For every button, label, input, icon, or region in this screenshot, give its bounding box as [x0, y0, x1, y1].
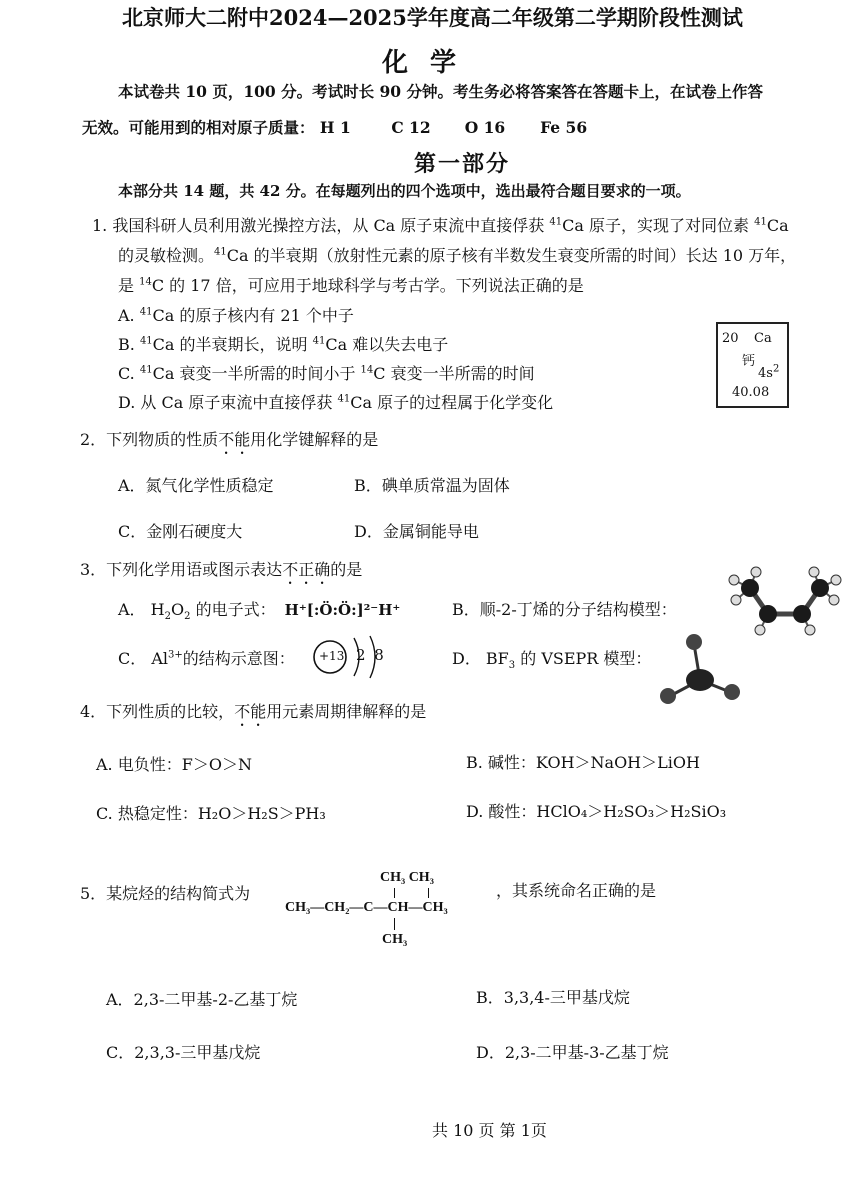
section-title: 第一部分	[414, 151, 511, 177]
hydrogen-atom	[831, 575, 841, 585]
atomic-mass-h: H 1	[319, 118, 351, 137]
bond-line	[394, 888, 395, 898]
boron-atom	[686, 669, 714, 691]
q1-line-2: 的灵敏检测。$^{41}$Ca 的半衰期（放射性元素的原子核有半数发生衰变所需的时间）长达 10 万年，	[118, 246, 797, 265]
structure-top-methyls: CH₃ CH₃	[380, 870, 434, 885]
bond-line	[428, 888, 429, 898]
bond-line	[394, 918, 395, 930]
q3-option-b[interactable]: B．顺-2-丁烯的分子结构模型：	[452, 600, 677, 619]
hydrogen-atom	[729, 575, 739, 585]
q4-stem: 4．下列性质的比较，不能用元素周期律解释的是	[80, 702, 427, 721]
q1-option-b[interactable]: B. $^{41}$Ca 的半衰期长，说明 $^{41}$Ca 难以失去电子	[118, 335, 449, 354]
q4-option-a[interactable]: A. 电负性：F＞O＞N	[96, 755, 252, 774]
q5-stem-end: ，其系统命名正确的是	[496, 881, 657, 900]
q5-option-c[interactable]: C．2,3,3-三甲基戊烷	[106, 1043, 261, 1062]
q1-line-1: 1. 我国科研人员利用激光操控方法，从 Ca 原子束流中直接俘获 $^{41}$Ca 原子，实现了对同位素 $^{41}$Ca	[92, 216, 789, 235]
carbon-atom	[759, 605, 777, 623]
q2-option-a[interactable]: A．氮气化学性质稳定	[118, 476, 274, 495]
q2-option-b[interactable]: B．碘单质常温为固体	[354, 476, 510, 495]
q5-option-a[interactable]: A．2,3-二甲基-2-乙基丁烷	[106, 990, 298, 1009]
intro-line-2	[82, 116, 587, 138]
electron-config: $4s^2$	[758, 363, 780, 381]
intro-prefix: 无效。可能用到的相对原子质量：	[82, 118, 315, 137]
page-number: 共 10 页 第 1页	[432, 1121, 547, 1140]
fluorine-atom	[724, 684, 740, 700]
electron-formula: H⁺[:Ö:Ö:]²⁻H⁺	[284, 601, 401, 619]
carbon-atom	[811, 579, 829, 597]
subject-title: 化学	[382, 48, 479, 78]
q3-option-c[interactable]: C． $Al^{3+}$的结构示意图：	[118, 649, 295, 668]
atomic-mass-c: C 12	[391, 118, 431, 137]
cis-butene-model	[720, 566, 850, 638]
hydrogen-atom	[829, 595, 839, 605]
structure-bottom-methyl: CH₃	[382, 932, 408, 947]
atomic-mass-o: O 16	[464, 118, 506, 137]
q5-option-b[interactable]: B．3,3,4-三甲基戊烷	[476, 988, 630, 1007]
carbon-atom	[741, 579, 759, 597]
q4-option-c[interactable]: C. 热稳定性：H₂O＞H₂S＞PH₃	[96, 804, 326, 823]
q1-option-a[interactable]: A. $^{41}$Ca 的原子核内有 21 个中子	[118, 306, 354, 325]
fluorine-atom	[686, 634, 702, 650]
q2-option-d[interactable]: D．金属铜能导电	[354, 522, 479, 541]
hydrogen-atom	[751, 567, 761, 577]
hydrogen-atom	[755, 625, 765, 635]
structure-main-chain: CH₃—CH₂—C—CH—CH₃	[285, 900, 448, 915]
element-symbol: Ca	[754, 331, 772, 346]
q4-option-b[interactable]: B. 碱性：KOH＞NaOH＞LiOH	[466, 753, 700, 772]
q1-option-c[interactable]: C. $^{41}$Ca 衰变一半所需的时间小于 $^{14}$C 衰变一半所需的时间	[118, 364, 535, 383]
nucleus-charge: +13	[319, 649, 345, 663]
q3-stem: 3．下列化学用语或图示表达不正确的是	[80, 560, 363, 579]
shell-electrons: 2 8	[356, 646, 386, 664]
q2-option-c[interactable]: C．金刚石硬度大	[118, 522, 243, 541]
section-note: 本部分共 14 题，共 42 分。在每题列出的四个选项中，选出最符合题目要求的一项。	[118, 182, 691, 200]
q1-option-d[interactable]: D. 从 Ca 原子束流中直接俘获 $^{41}$Ca 原子的过程属于化学变化	[118, 393, 554, 412]
q3-option-a[interactable]: A． $H_2O_2$ 的电子式： H⁺[:Ö:Ö:]²⁻H⁺	[118, 600, 401, 623]
q1-line-3: 是 $^{14}$C 的 17 倍，可应用于地球科学与考古学。下列说法正确的是	[118, 276, 584, 295]
q5-option-d[interactable]: D．2,3-二甲基-3-乙基丁烷	[476, 1043, 669, 1062]
fluorine-atom	[660, 688, 676, 704]
q2-stem: 2．下列物质的性质不能用化学键解释的是	[80, 430, 379, 449]
hydrogen-atom	[805, 625, 815, 635]
atomic-mass: 40.08	[732, 385, 770, 400]
element-name: 钙	[742, 354, 756, 369]
intro-line-1: 本试卷共 10 页，100 分。考试时长 90 分钟。考生务必将答案答在答题卡上，在试卷上作答	[118, 82, 763, 101]
q5-stem-start: 5．某烷烃的结构简式为	[80, 884, 251, 903]
q4-option-d[interactable]: D. 酸性：HClO₄＞H₂SO₃＞H₂SiO₃	[466, 802, 727, 821]
atomic-number: 20	[722, 331, 739, 346]
exam-title: 北京师大二附中2024—2025学年度高二年级第二学期阶段性测试	[122, 5, 743, 30]
hydrogen-atom	[731, 595, 741, 605]
carbon-atom	[793, 605, 811, 623]
hydrogen-atom	[809, 567, 819, 577]
q3-option-d[interactable]: D． $BF_3$ 的 VSEPR 模型：	[452, 649, 652, 672]
periodic-element-card	[716, 322, 789, 408]
bf3-vsepr-model	[656, 630, 746, 710]
atomic-mass-fe: Fe 56	[540, 118, 588, 137]
